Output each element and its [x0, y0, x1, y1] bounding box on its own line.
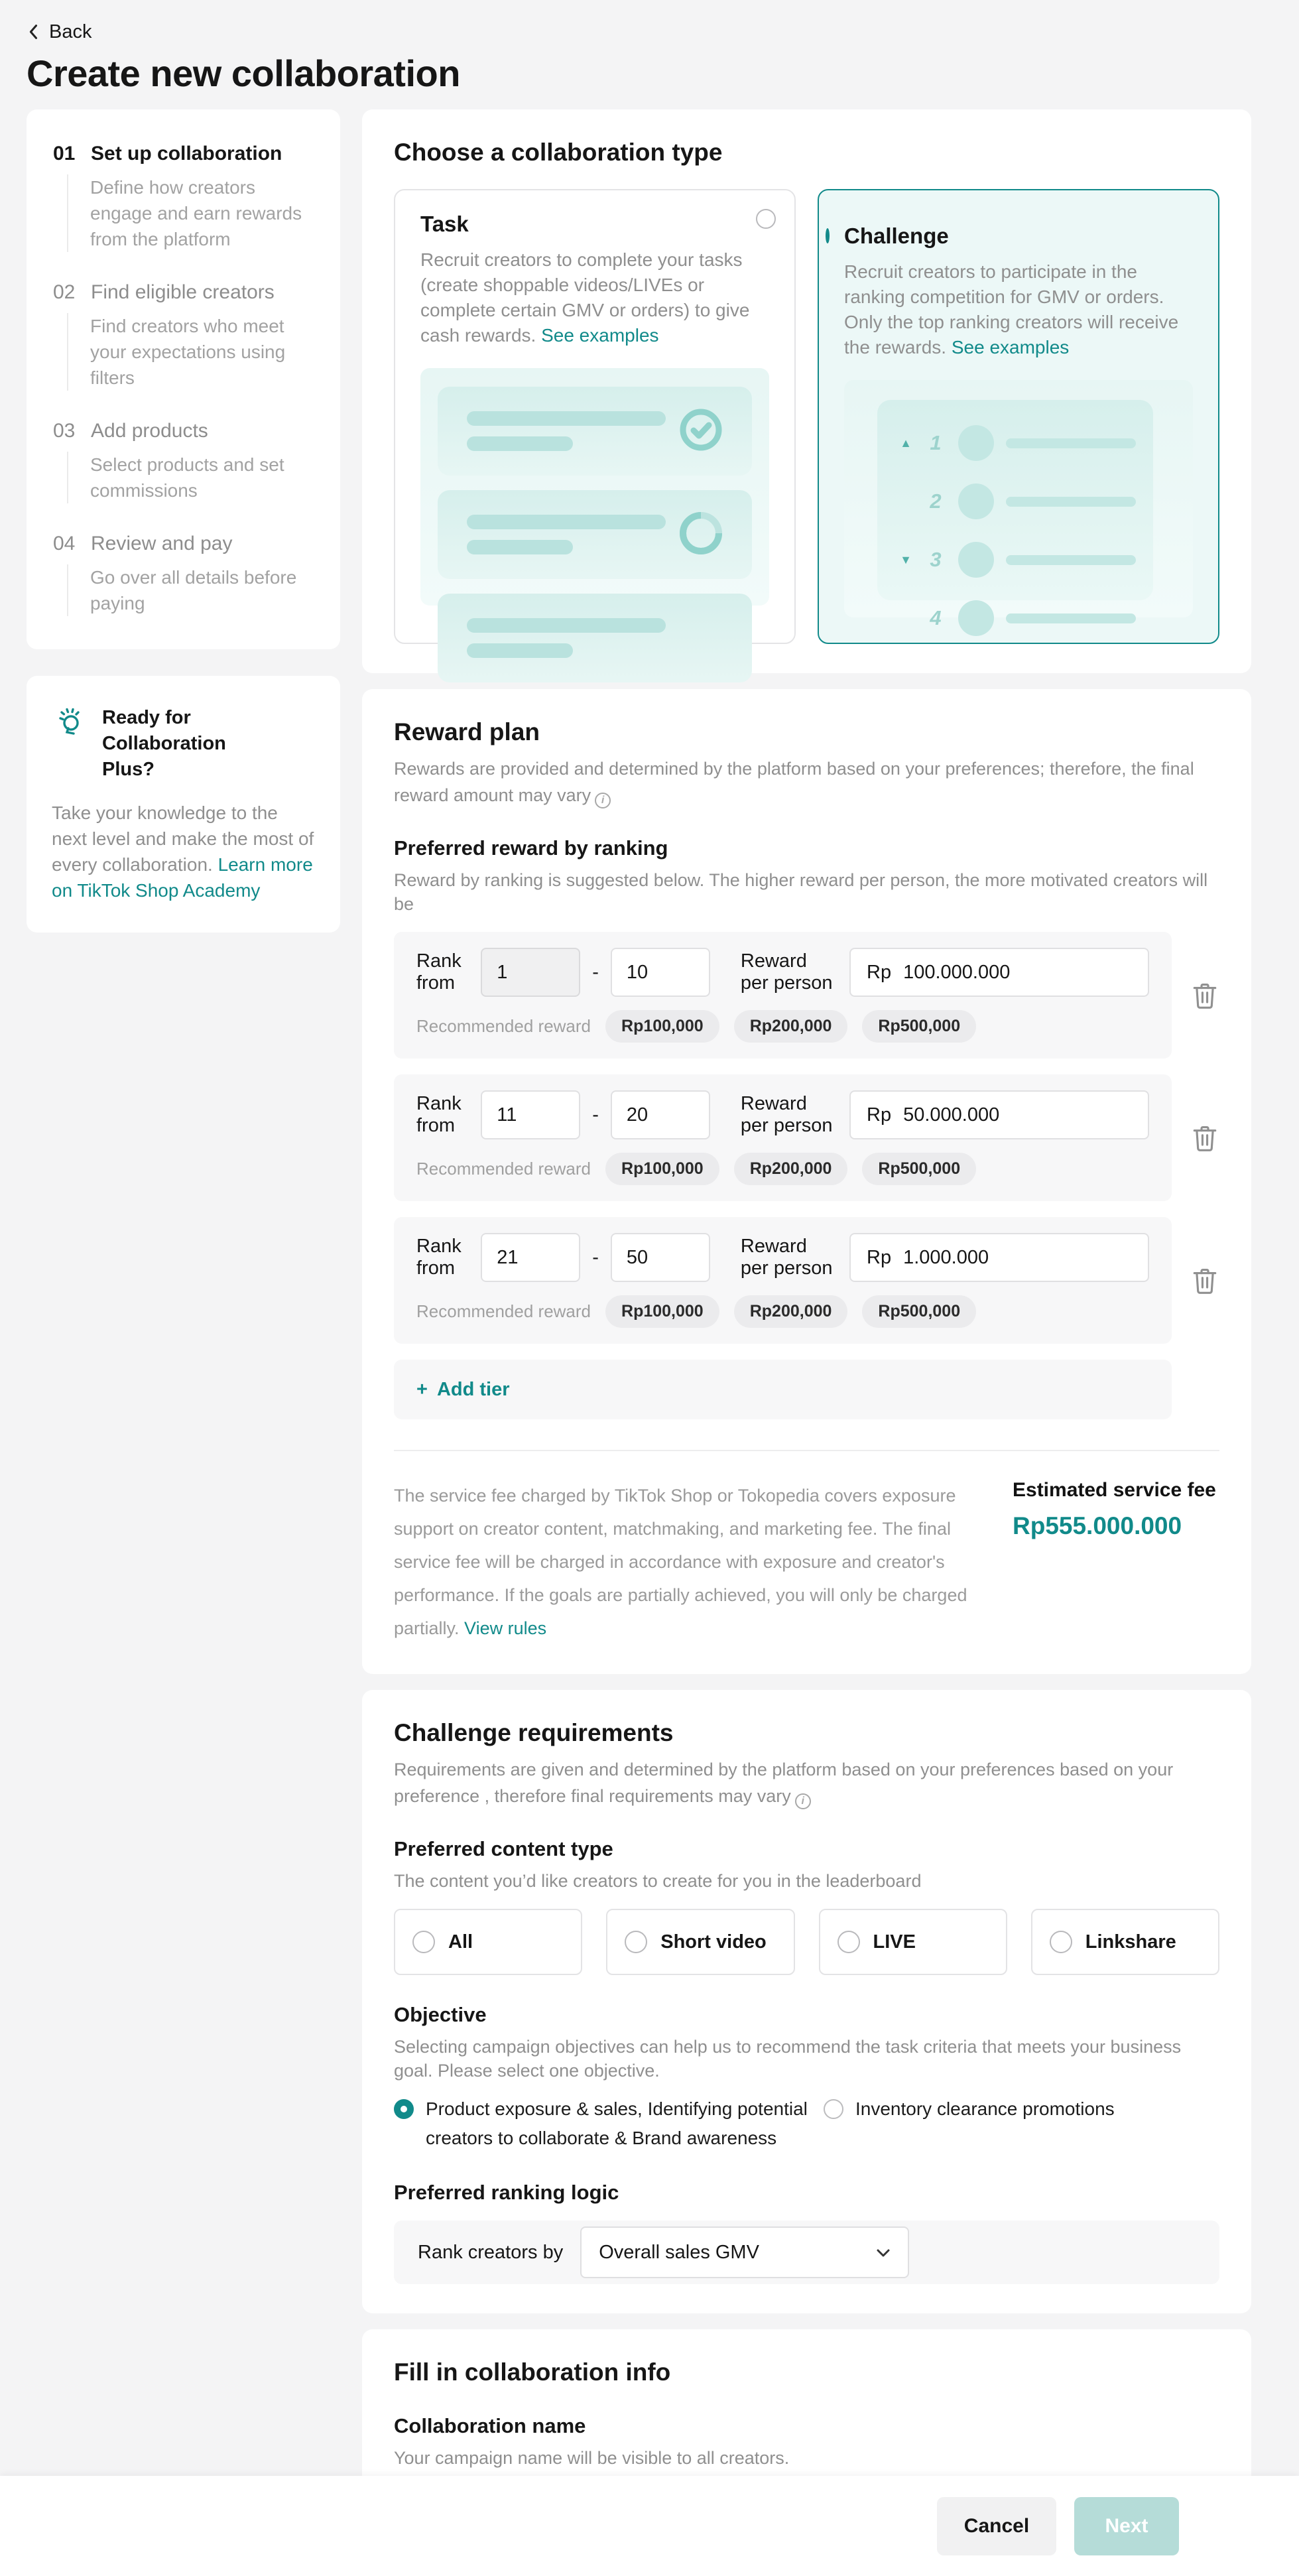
preferred-ranking-logic-title: Preferred ranking logic: [394, 2181, 619, 2204]
range-dash: -: [592, 961, 599, 983]
step-number: 03: [53, 420, 76, 442]
task-card-title: Task: [420, 212, 469, 236]
rank-creators-by-row: [394, 2221, 1219, 2284]
rank-from-input[interactable]: [481, 1090, 580, 1139]
rank-number: 2: [930, 489, 942, 513]
service-fee-note: [394, 1479, 973, 1645]
step-description: Find creators who meet your expectations using filters: [67, 313, 314, 391]
objective-label: Product exposure & sales, Identifying potential creators to collaborate & Brand awareness: [426, 2098, 808, 2148]
radio-icon[interactable]: [625, 1931, 647, 1953]
stepper-step-1: [53, 143, 314, 252]
preferred-reward-title: Preferred reward by ranking: [394, 836, 668, 860]
rank-bar: [1006, 613, 1136, 623]
back-chevron-icon: [27, 23, 41, 41]
step-title: Set up collaboration: [91, 143, 282, 164]
challenge-requirements-subtitle: [394, 1756, 1219, 1809]
challenge-card-description: [844, 259, 1193, 360]
tiktok-shop-academy-link[interactable]: Learn more on TikTok Shop Academy: [52, 854, 313, 901]
rank-avatar: [958, 425, 994, 461]
section-divider: [394, 1450, 1219, 1451]
content-type-label: All: [448, 1931, 473, 1953]
content-type-label: Linkshare: [1085, 1931, 1176, 1953]
reward-plan-subtitle: [394, 755, 1219, 808]
reward-plan-title: Reward plan: [394, 718, 540, 745]
lightbulb-icon: [52, 705, 88, 744]
stepper-step-3: [53, 420, 314, 503]
collaboration-info-title: Fill in collaboration info: [394, 2358, 671, 2386]
rank-from-input[interactable]: [481, 948, 580, 997]
currency-prefix: Rp: [867, 1104, 892, 1126]
reward-amount-input[interactable]: [903, 1247, 1132, 1269]
rank-bar: [1006, 497, 1136, 507]
rank-avatar: [958, 483, 994, 519]
recommended-pill[interactable]: Rp100,000: [605, 1295, 719, 1328]
range-dash: -: [592, 1246, 599, 1268]
tip-body-text: Take your knowledge to the next level and make the most of every collaboration.: [52, 803, 314, 875]
objective-option-inventory-clearance[interactable]: [824, 2094, 1115, 2153]
collaboration-type-title: Choose a collaboration type: [394, 139, 723, 166]
back-label: Back: [49, 21, 92, 42]
content-type-option-all[interactable]: [394, 1909, 582, 1975]
preferred-reward-subtitle: Reward by ranking is suggested below. The higher reward per person, the more motivated creators will be: [394, 870, 1208, 914]
challenge-desc-text: Recruit creators to participate in the ranking competition for GMV or orders. Only the top ranking creators will receive the rewards.: [844, 261, 1179, 357]
step-title: Find eligible creators: [91, 281, 275, 303]
page-title: Create new collaboration: [27, 52, 460, 94]
objective-title: Objective: [394, 2003, 487, 2026]
estimated-service-fee-label: Estimated service fee: [1013, 1479, 1216, 1501]
chevron-down-icon: [876, 2242, 891, 2264]
reward-per-person-label: Reward per person: [740, 950, 833, 994]
tip-body: [52, 800, 315, 903]
rank-bar: [1006, 555, 1136, 565]
range-dash: -: [592, 1104, 599, 1126]
stepper-step-2: [53, 281, 314, 391]
step-number: 02: [53, 281, 76, 303]
step-title: Review and pay: [91, 533, 233, 554]
step-number: 04: [53, 533, 76, 554]
rank-number: 4: [930, 606, 942, 629]
recommended-pill[interactable]: Rp200,000: [734, 1010, 848, 1043]
step-number: 01: [53, 143, 76, 164]
recommended-pill[interactable]: Rp200,000: [734, 1153, 848, 1185]
rank-by-select[interactable]: [580, 2226, 909, 2278]
reward-tier-row-1: [394, 932, 1219, 1059]
rank-to-input[interactable]: [611, 948, 710, 997]
info-icon[interactable]: i: [795, 1793, 811, 1809]
recommended-pill[interactable]: Rp100,000: [605, 1010, 719, 1043]
tip-title: Ready for Collaboration Plus?: [102, 707, 226, 780]
task-radio[interactable]: [756, 209, 776, 229]
challenge-illustration: [844, 380, 1193, 629]
recommended-pill[interactable]: Rp500,000: [862, 1010, 976, 1043]
rank-bar: [1006, 438, 1136, 448]
recommended-pill[interactable]: Rp200,000: [734, 1295, 848, 1328]
task-type-card[interactable]: [394, 189, 796, 644]
recommended-reward-label: Recommended reward: [416, 1301, 591, 1321]
add-tier-label: Add tier: [436, 1378, 510, 1400]
next-button[interactable]: Next: [1074, 2497, 1179, 2555]
add-tier-button[interactable]: [394, 1360, 1172, 1419]
objective-subtitle: Selecting campaign objectives can help us to recommend the task criteria that meets your business goal. Please select one objective.: [394, 2037, 1182, 2081]
view-rules-link[interactable]: View rules: [464, 1618, 547, 1638]
radio-icon[interactable]: [1050, 1931, 1072, 1953]
recommended-reward-label: Recommended reward: [416, 1159, 591, 1179]
reward-tier-row-2: [394, 1074, 1219, 1201]
task-desc-text: Recruit creators to complete your tasks (create shoppable videos/LIVEs or complete certain GMV or orders) to give cash rewards.: [420, 249, 750, 346]
reward-amount-field[interactable]: [849, 1090, 1149, 1139]
challenge-card-title: Challenge: [844, 224, 949, 248]
collaboration-name-title: Collaboration name: [394, 2414, 586, 2437]
reward-plan-section: [362, 689, 1251, 1674]
delete-tier-button[interactable]: [1190, 1122, 1219, 1154]
radio-icon[interactable]: [824, 2099, 843, 2119]
step-description: Go over all details before paying: [67, 564, 314, 616]
service-fee-note-text: The service fee charged by TikTok Shop or Tokopedia covers exposure support on creator content, matchmaking, and marketing fee. The final service fee will be charged in accordance with exposure and creator's performance. If the goals are partially achieved, you will only be charged partially.: [394, 1486, 967, 1638]
reward-amount-input[interactable]: [903, 1104, 1132, 1126]
reward-per-person-label: Reward per person: [740, 1236, 833, 1279]
delete-tier-button[interactable]: [1190, 1265, 1219, 1297]
challenge-radio[interactable]: [826, 228, 830, 243]
rank-by-selected-value: Overall sales GMV: [599, 2241, 759, 2263]
challenge-see-examples-link[interactable]: See examples: [951, 337, 1070, 357]
rank-from-input[interactable]: [481, 1233, 580, 1282]
content-type-label: LIVE: [873, 1931, 916, 1953]
challenge-requirements-section: [362, 1690, 1251, 2313]
radio-selected-icon[interactable]: [394, 2099, 414, 2119]
rank-creators-by-label: Rank creators by: [418, 2241, 564, 2263]
recommended-pill[interactable]: Rp100,000: [605, 1153, 719, 1185]
content-type-option-linkshare[interactable]: [1031, 1909, 1219, 1975]
recommended-reward-label: Recommended reward: [416, 1016, 591, 1036]
radio-icon[interactable]: [412, 1931, 435, 1953]
rank-up-arrow-icon: ▲: [900, 436, 912, 450]
reward-amount-field[interactable]: [849, 948, 1149, 997]
plus-icon: +: [416, 1378, 428, 1400]
rank-avatar: [958, 542, 994, 578]
task-illustration: [420, 368, 769, 606]
footer-action-bar: [0, 2476, 1299, 2576]
reward-per-person-label: Reward per person: [740, 1093, 833, 1136]
recommended-pill[interactable]: Rp500,000: [862, 1295, 976, 1328]
collaboration-type-section: [362, 109, 1251, 673]
reward-tier-row-3: [394, 1217, 1219, 1344]
task-see-examples-link[interactable]: See examples: [541, 325, 659, 346]
step-description: Select products and set commissions: [67, 452, 314, 503]
progress-ring-icon: [679, 511, 723, 558]
objective-label: Inventory clearance promotions: [855, 2098, 1115, 2119]
objective-option-product-exposure[interactable]: [394, 2094, 824, 2153]
stepper-step-4: [53, 533, 314, 616]
stepper-card: [27, 109, 340, 649]
info-icon[interactable]: i: [595, 793, 611, 808]
step-description: Define how creators engage and earn rewards from the platform: [67, 174, 314, 252]
rank-to-input[interactable]: [611, 1233, 710, 1282]
challenge-requirements-title: Challenge requirements: [394, 1719, 674, 1746]
back-button[interactable]: [27, 19, 1251, 45]
step-title: Add products: [91, 420, 208, 442]
task-card-description: [420, 247, 769, 348]
rank-from-label: Rank from: [416, 1093, 462, 1136]
rank-avatar: [958, 600, 994, 636]
rank-from-label: Rank from: [416, 1236, 462, 1279]
rank-down-arrow-icon: ▼: [900, 552, 912, 566]
delete-tier-button[interactable]: [1190, 980, 1219, 1011]
check-circle-icon: [679, 408, 723, 455]
collaboration-plus-tip-card: [27, 676, 340, 933]
preferred-content-type-subtitle: The content you’d like creators to create for you in the leaderboard: [394, 1871, 922, 1891]
recommended-pill[interactable]: Rp500,000: [862, 1153, 976, 1185]
rank-number: 3: [930, 548, 942, 571]
requirements-subtitle-text: Requirements are given and determined by the platform based on your preferences based on your preference , therefore final requirements may vary: [394, 1760, 1174, 1806]
rank-from-label: Rank from: [416, 950, 462, 994]
rank-to-input[interactable]: [611, 1090, 710, 1139]
currency-prefix: Rp: [867, 1246, 892, 1268]
radio-icon[interactable]: [837, 1931, 860, 1953]
content-type-option-live[interactable]: [819, 1909, 1007, 1975]
challenge-type-card[interactable]: [818, 189, 1219, 644]
reward-amount-field[interactable]: [849, 1233, 1149, 1282]
content-type-option-short-video[interactable]: [606, 1909, 794, 1975]
estimated-service-fee-amount: Rp555.000.000: [1013, 1512, 1182, 1539]
content-type-label: Short video: [660, 1931, 767, 1953]
reward-amount-input[interactable]: [903, 962, 1132, 984]
reward-subtitle-text: Rewards are provided and determined by the platform based on your preferences; therefore, the final reward amount may vary: [394, 759, 1194, 805]
preferred-content-type-title: Preferred content type: [394, 1837, 613, 1860]
rank-number: 1: [930, 431, 942, 454]
cancel-button[interactable]: Cancel: [937, 2497, 1056, 2555]
collaboration-name-subtitle: Your campaign name will be visible to all creators.: [394, 2448, 790, 2468]
currency-prefix: Rp: [867, 961, 892, 983]
